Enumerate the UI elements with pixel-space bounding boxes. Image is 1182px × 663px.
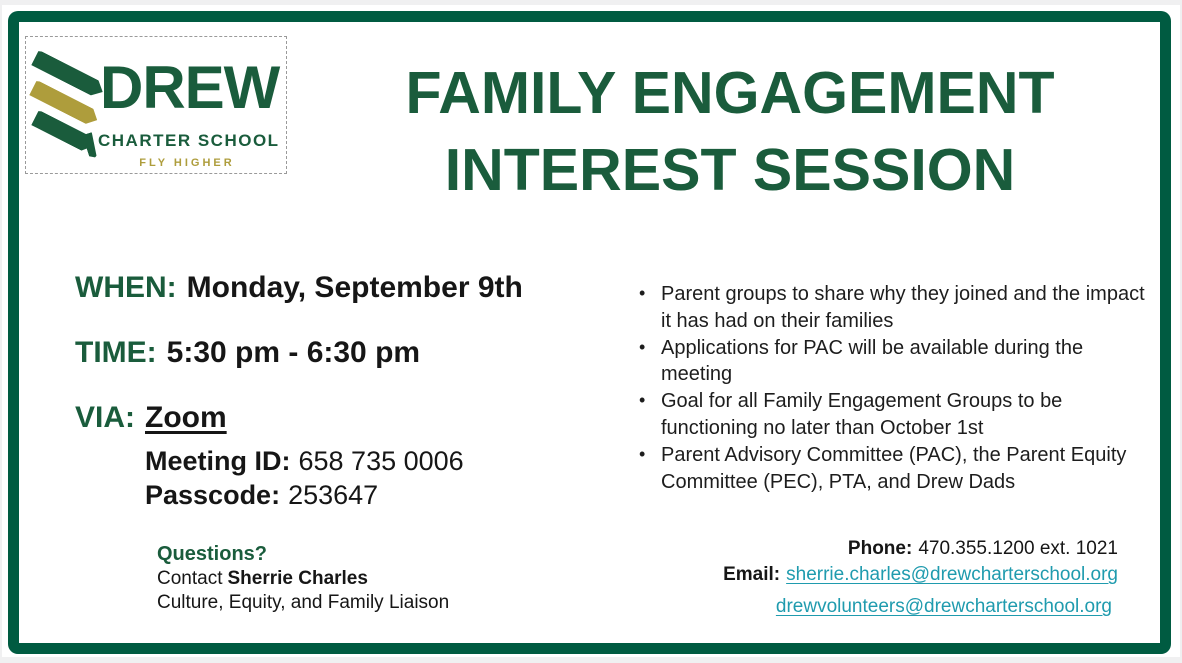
email-secondary-row [723,594,1112,620]
via-row [75,401,227,435]
bullet-item: • Goal for all Family Engagement Groups to be functioning no later than October 1st [637,388,1145,442]
time-value: 5:30 pm - 6:30 pm [166,336,421,369]
contact-role: Culture, Equity, and Family Liaison [157,592,450,613]
title-line-2: INTEREST SESSION [444,137,1016,203]
email-label: Email: [723,564,781,585]
questions-block [157,542,449,616]
contact-block [723,536,1118,620]
email-secondary-link[interactable]: drewvolunteers@drewcharterschool.org [775,596,1112,617]
school-logo[interactable] [25,36,287,174]
contact-prefix: Contact [157,567,223,589]
meeting-id-row [145,444,464,478]
email-primary-link[interactable]: sherrie.charles@drewcharterschool.org [786,564,1118,585]
phone-row [723,536,1118,562]
passcode-value: 253647 [288,480,379,510]
page-title [305,55,1155,209]
phone-value: 470.355.1200 ext. 1021 [918,538,1118,559]
passcode-row [145,478,464,512]
when-label: WHEN: [75,271,177,304]
via-label: VIA: [75,401,135,434]
bullet-item: • Parent groups to share why they joined and the impact it has had on their families [637,281,1145,335]
phone-label: Phone: [847,538,913,559]
time-row [75,336,420,370]
logo-name: DREW [100,54,280,121]
meeting-id-label: Meeting ID: [145,446,291,476]
questions-heading: Questions? [157,543,268,565]
meeting-info [145,444,464,512]
contact-name: Sherrie Charles [227,567,368,589]
when-row [75,271,523,305]
passcode-label: Passcode: [145,480,281,510]
email-row [723,562,1118,588]
zoom-link[interactable]: Zoom [145,401,227,434]
logo-subtitle: CHARTER SCHOOL [98,131,280,150]
contact-line [157,567,449,592]
meeting-id-value: 658 735 0006 [298,446,464,476]
logo-tagline: FLY HIGHER [139,157,235,169]
when-value: Monday, September 9th [186,271,523,304]
title-line-1: FAMILY ENGAGEMENT [405,60,1055,126]
bullet-list [637,281,1145,495]
time-label: TIME: [75,336,157,369]
bullet-item: • Applications for PAC will be available during the meeting [637,335,1145,389]
bullet-item: • Parent Advisory Committee (PAC), the Parent Equity Committee (PEC), PTA, and Drew Dads [637,442,1145,496]
